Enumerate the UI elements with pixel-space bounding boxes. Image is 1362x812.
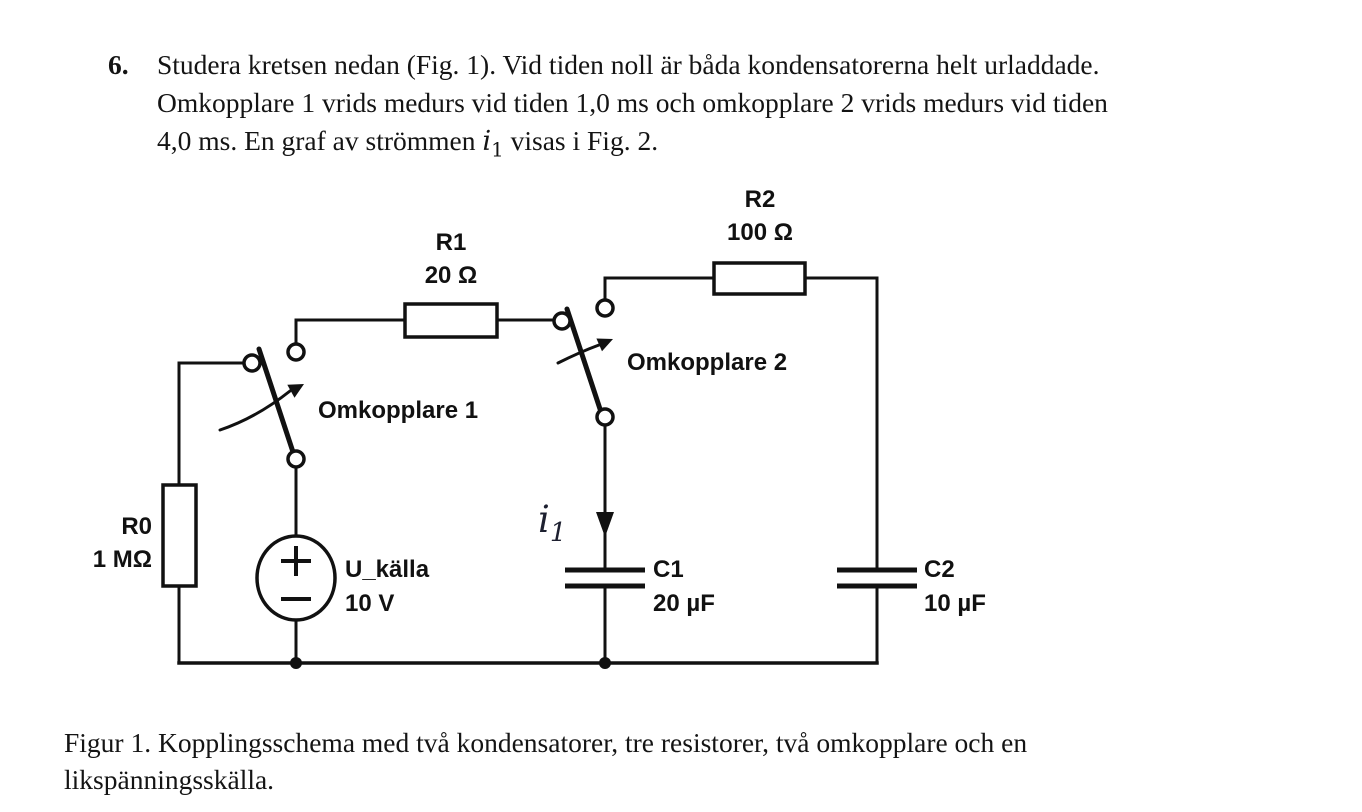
figure-caption-line-2: likspänningsskälla.: [64, 764, 275, 795]
resistor-r1-body: [405, 304, 497, 337]
wire-r2-to-c2: [805, 278, 877, 570]
figure-caption: [64, 724, 1314, 798]
capacitor-c1: [565, 556, 715, 617]
wire-switch2-to-r2: [605, 278, 715, 300]
current-direction-arrow-icon: [596, 512, 614, 537]
capacitor-c1-value: 20 µF: [653, 590, 715, 617]
capacitor-c2-value: 10 µF: [924, 590, 986, 617]
switch-1: [220, 344, 478, 467]
voltage-source: [257, 536, 430, 620]
problem-line-3-post: visas i Fig. 2.: [503, 125, 659, 156]
resistor-r0-label: R0: [121, 513, 152, 540]
problem-number: 6.: [108, 49, 129, 80]
current-symbol-letter: i: [482, 125, 492, 157]
switch-1-terminal-top: [288, 344, 304, 360]
switch-2-label: Omkopplare 2: [627, 349, 788, 376]
switch-2-terminal-bottom: [597, 409, 613, 425]
capacitor-c2: [837, 556, 986, 617]
voltage-source-value: 10 V: [345, 590, 395, 617]
current-i1-subscript: 1: [549, 518, 567, 548]
resistor-r1-value: 20 Ω: [424, 262, 478, 289]
resistor-r1-label: R1: [435, 229, 467, 256]
resistor-r2-body: [714, 263, 805, 294]
switch-1-terminal-left: [244, 355, 260, 371]
problem-line-2: Omkopplare 1 vrids medurs vid tiden 1,0 ms och omkopplare 2 vrids medurs vid tiden: [157, 87, 1108, 118]
current-symbol-subscript: 1: [491, 138, 504, 162]
switch-1-terminal-bottom: [288, 451, 304, 467]
resistor-r2-value: 100 Ω: [727, 219, 793, 246]
problem-line-3-pre: 4,0 ms. En graf av strömmen: [157, 125, 483, 156]
wire-switch1-to-r1: [296, 320, 405, 344]
resistor-r2: [714, 186, 805, 294]
junction-dot-c1: [599, 657, 611, 669]
current-i1-symbol: i: [538, 498, 550, 541]
switch-2-blade: [567, 309, 601, 412]
switch-2-terminal-top: [597, 300, 613, 316]
resistor-r1: [405, 229, 497, 337]
figure-caption-line-1: Figur 1. Kopplingsschema med två kondensatorer, tre resistorer, två omkopplare och en: [64, 727, 1028, 758]
junction-dot-source: [290, 657, 302, 669]
voltage-source-label: U_källa: [345, 556, 430, 583]
switch-1-label: Omkopplare 1: [318, 397, 479, 424]
switch-2: [554, 300, 787, 425]
resistor-r0-body: [163, 485, 196, 586]
capacitor-c1-label: C1: [653, 556, 684, 583]
capacitor-c2-label: C2: [924, 556, 955, 583]
problem-line-1: Studera kretsen nedan (Fig. 1). Vid tiden noll är båda kondensatorerna helt urladdade.: [157, 49, 1100, 80]
resistor-r2-label: R2: [744, 186, 776, 213]
resistor-r0-value: 1 MΩ: [92, 546, 152, 573]
resistor-r0: [93, 485, 196, 586]
current-i1: [538, 498, 614, 548]
switch-2-terminal-left: [554, 313, 570, 329]
current-i1-label: [538, 498, 566, 548]
